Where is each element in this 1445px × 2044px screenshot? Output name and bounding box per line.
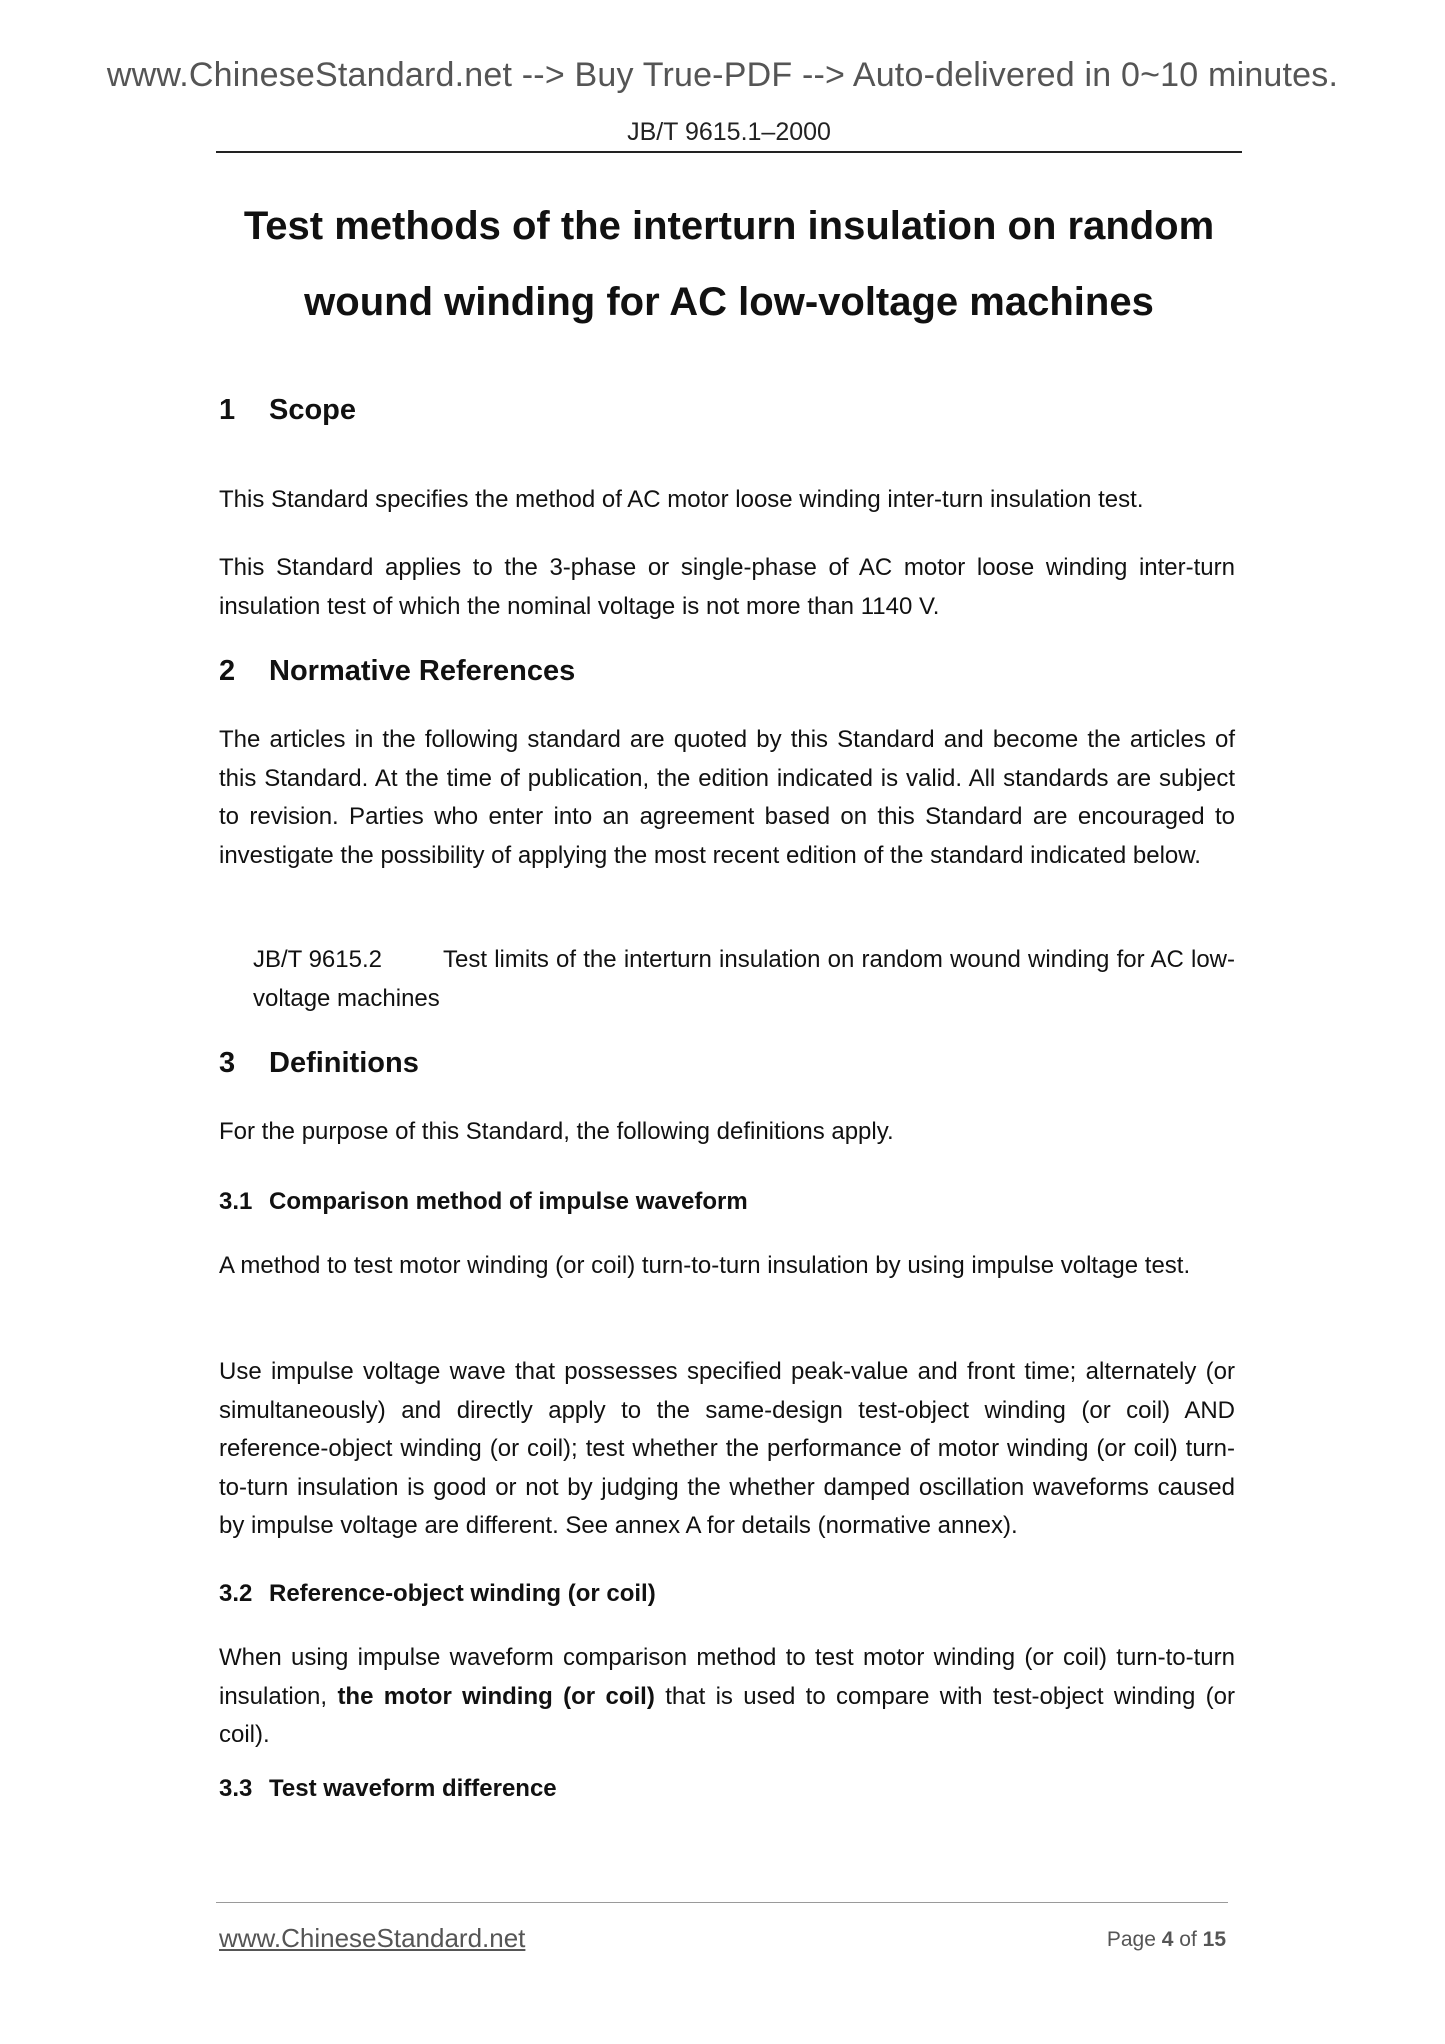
section-1-heading (219, 394, 1235, 427)
page-number (1107, 1928, 1226, 1952)
section-2-paragraph-1: The articles in the following standard are quoted by this Standard and become the articles of this Standard. At the time of publication, the edition indicated is valid. All standards are subject to revision. Parties who enter into an agreement based on this Standard are encouraged to investigate the possibility of applying the most recent edition of the standard indicated below. (219, 726, 1235, 869)
section-3-3-number: 3.3 (219, 1775, 253, 1802)
footer-website-link[interactable]: www.ChineseStandard.net (219, 1923, 526, 1953)
page-current: 4 (1161, 1928, 1174, 1951)
section-3-3-heading (219, 1775, 1235, 1803)
section-3-paragraph-1: For the purpose of this Standard, the following definitions apply. (219, 1118, 894, 1145)
section-3-title: Definitions (269, 1047, 419, 1079)
section-3-2-heading (219, 1580, 1235, 1608)
section-3-1-title: Comparison method of impulse waveform (269, 1188, 748, 1215)
section-3-1-paragraph-1: A method to test motor winding (or coil) turn-to-turn insulation by using impulse voltage test. (219, 1252, 1191, 1279)
normative-reference-item (253, 941, 1235, 1018)
document-title (216, 188, 1242, 340)
document-id: JB/T 9615.1–2000 (627, 118, 831, 146)
section-3-2-text-start: When using impulse waveform comparison method to test motor winding (or coil) turn-to-turn insulation, (219, 1644, 1235, 1710)
section-3-2-paragraph-1 (219, 1639, 1235, 1755)
header-divider (216, 151, 1242, 153)
section-1-number: 1 (219, 394, 236, 426)
section-1-paragraph-2: This Standard applies to the 3-phase or single-phase of AC motor loose winding inter-turn insulation test of which the nominal voltage is not more than 1140 V. (219, 554, 1235, 620)
section-3-1-paragraph-2: Use impulse voltage wave that possesses specified peak-value and front time; alternately (or simultaneously) and directly apply to the same-design test-object winding (or coil) AND reference-object winding (or coil); test whether the performance of motor winding (or coil) turn-to-turn insulation is good or not by judging the whether damped oscillation waveforms caused by impulse voltage are different. See annex A for details (normative annex). (219, 1358, 1235, 1539)
section-3-2-number: 3.2 (219, 1580, 253, 1607)
title-line-2: wound winding for AC low-voltage machines (304, 280, 1154, 324)
section-3-2-text-bold: the motor winding (or coil) (337, 1682, 655, 1710)
section-3-1-heading (219, 1188, 1235, 1216)
page-of-label: of (1179, 1928, 1197, 1951)
section-3-2-text-end: that is used to compare with test-object winding (or coil). (219, 1682, 1235, 1748)
page-total: 15 (1202, 1928, 1226, 1951)
section-3-2-title: Reference-object winding (or coil) (269, 1580, 656, 1607)
reference-code: JB/T 9615.2 (253, 946, 382, 973)
footer-divider (216, 1902, 1228, 1903)
section-1-paragraph-1: This Standard specifies the method of AC motor loose winding inter-turn insulation test. (219, 486, 1144, 513)
section-2-title: Normative References (269, 655, 576, 687)
page-label: Page (1106, 1928, 1156, 1951)
section-3-heading (219, 1047, 1235, 1080)
reference-title: Test limits of the interturn insulation on random wound winding for AC low-voltage machines (253, 946, 1235, 1012)
section-2-heading (219, 655, 1235, 688)
section-1-title: Scope (269, 394, 357, 426)
section-3-3-title: Test waveform difference (269, 1775, 557, 1802)
title-line-1: Test methods of the interturn insulation on random (243, 204, 1215, 248)
section-2-number: 2 (219, 655, 236, 687)
header-banner: www.ChineseStandard.net --> Buy True-PDF --> Auto-delivered in 0~10 minutes. (106, 56, 1339, 94)
section-3-1-number: 3.1 (219, 1188, 253, 1215)
section-3-number: 3 (219, 1047, 236, 1079)
